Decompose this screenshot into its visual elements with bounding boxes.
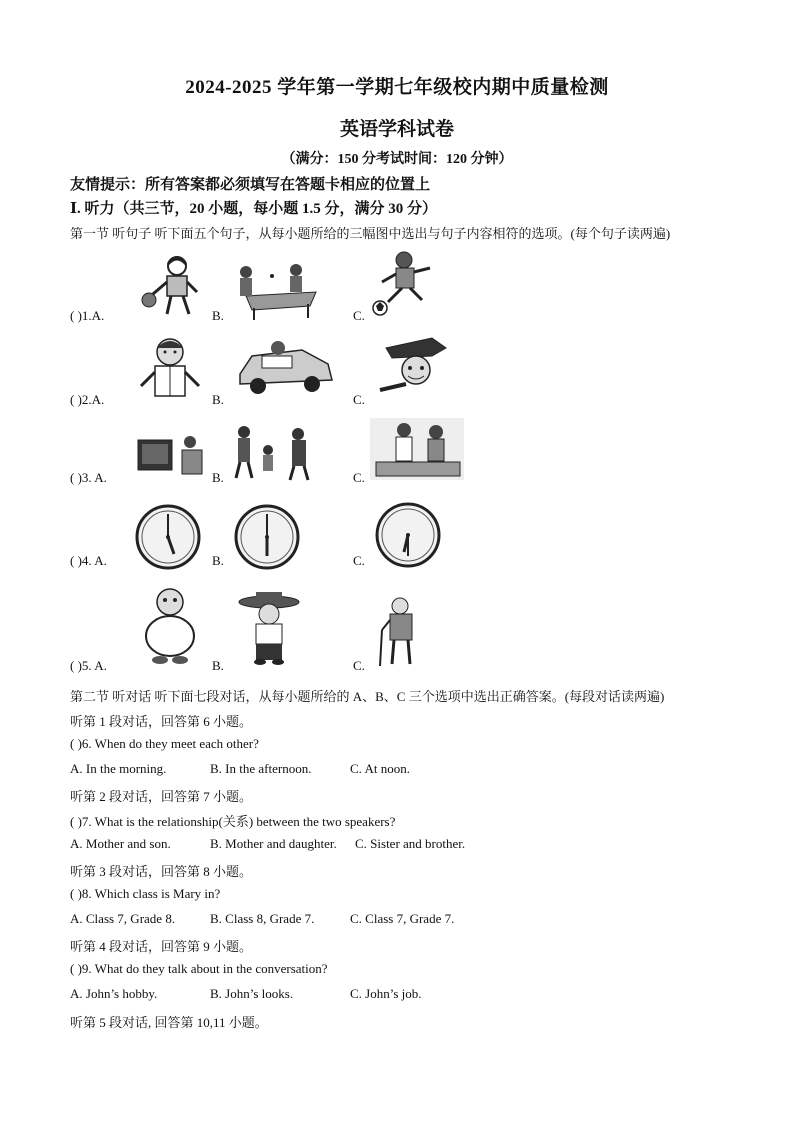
doctor-picture bbox=[133, 334, 207, 402]
clock-a-picture bbox=[134, 504, 202, 570]
policeman-picture bbox=[372, 334, 464, 402]
question-label: ( )5. A. bbox=[70, 658, 107, 673]
option-b-label: B. bbox=[212, 658, 224, 673]
fat-boy-picture bbox=[138, 586, 202, 666]
cowboy-picture bbox=[232, 590, 306, 666]
dialogue-intro: 听第 3 段对话，回答第 8 小题。 bbox=[70, 864, 253, 879]
option-c-label: C. bbox=[353, 470, 365, 485]
exam-info: （满分：150 分考试时间：120 分钟） bbox=[281, 152, 513, 167]
question-label: ( )4. A. bbox=[70, 553, 107, 568]
soccer-boy-picture bbox=[370, 250, 452, 318]
question-label: ( )3. A. bbox=[70, 470, 107, 485]
option-a: A. In the morning. bbox=[70, 761, 167, 776]
answer-options bbox=[70, 761, 410, 777]
dialogue-intro: 听第 1 段对话，回答第 6 小题。 bbox=[70, 714, 253, 729]
option-b: B. John’s looks. bbox=[210, 986, 294, 1001]
answer-options bbox=[70, 836, 465, 852]
dialogue-question: ( )8. Which class is Mary in? bbox=[70, 886, 221, 901]
clock-b-picture bbox=[233, 504, 301, 570]
answer-options bbox=[70, 986, 422, 1002]
option-b-label: B. bbox=[212, 308, 224, 323]
dialogue-intro: 听第 5 段对话, 回答第 10,11 小题。 bbox=[70, 1015, 268, 1030]
section1-instruction: 第一节 听句子 听下面五个句子，从每小题所给的三幅图中选出与句子内容相符的选项。(每个句子读两遍) bbox=[70, 226, 671, 241]
taxi-driver-picture bbox=[232, 334, 340, 396]
subject-title: 英语学科试卷 bbox=[339, 119, 454, 140]
option-c-label: C. bbox=[353, 553, 365, 568]
option-a: A. John’s hobby. bbox=[70, 986, 158, 1001]
option-a: A. Mother and son. bbox=[70, 836, 171, 851]
basketball-boy-picture bbox=[135, 254, 215, 318]
dialogue-question: ( )7. What is the relationship(关系) between the two speakers? bbox=[70, 814, 396, 829]
option-c: C. Class 7, Grade 7. bbox=[350, 911, 455, 926]
option-c-label: C. bbox=[353, 658, 365, 673]
option-b-label: B. bbox=[212, 392, 224, 407]
option-c: C. John’s job. bbox=[350, 986, 422, 1001]
answer-options bbox=[70, 911, 454, 927]
family-walking-picture bbox=[232, 424, 318, 482]
dialogue-intro: 听第 4 段对话，回答第 9 小题。 bbox=[70, 939, 253, 954]
clock-c-picture bbox=[374, 502, 442, 568]
option-b-label: B. bbox=[212, 470, 224, 485]
exam-title: 2024-2025 学年第一学期七年级校内期中质量检测 bbox=[185, 77, 609, 98]
dialogue-question: ( )6. When do they meet each other? bbox=[70, 736, 259, 751]
dialogue-question: ( )9. What do they talk about in the conversation? bbox=[70, 961, 328, 976]
option-b: B. Mother and daughter. bbox=[210, 836, 337, 851]
option-b: B. In the afternoon. bbox=[210, 761, 312, 776]
cooking-picture bbox=[370, 418, 464, 480]
option-c-label: C. bbox=[353, 392, 365, 407]
option-a: A. Class 7, Grade 8. bbox=[70, 911, 176, 926]
friendly-tip: 友情提示：所有答案都必须填写在答题卡相应的位置上 bbox=[70, 177, 431, 193]
option-b-label: B. bbox=[212, 553, 224, 568]
section2-instruction: 第二节 听对话 听下面七段对话，从每小题所给的 A、B、C 三个选项中选出正确答案。(每段对话读两遍) bbox=[70, 689, 665, 704]
dialogue-intro: 听第 2 段对话，回答第 7 小题。 bbox=[70, 789, 253, 804]
old-man-picture bbox=[374, 596, 426, 668]
question-label: ( )2.A. bbox=[70, 392, 105, 407]
watching-tv-picture bbox=[134, 430, 206, 482]
option-c-label: C. bbox=[353, 308, 365, 323]
part1-heading: Ⅰ. 听力（共三节，20 小题，每小题 1.5 分，满分 30 分） bbox=[70, 201, 438, 217]
ping-pong-picture bbox=[232, 262, 324, 320]
option-c: C. Sister and brother. bbox=[355, 836, 466, 851]
question-label: ( )1.A. bbox=[70, 308, 105, 323]
option-c: C. At noon. bbox=[350, 761, 410, 776]
option-b: B. Class 8, Grade 7. bbox=[210, 911, 315, 926]
